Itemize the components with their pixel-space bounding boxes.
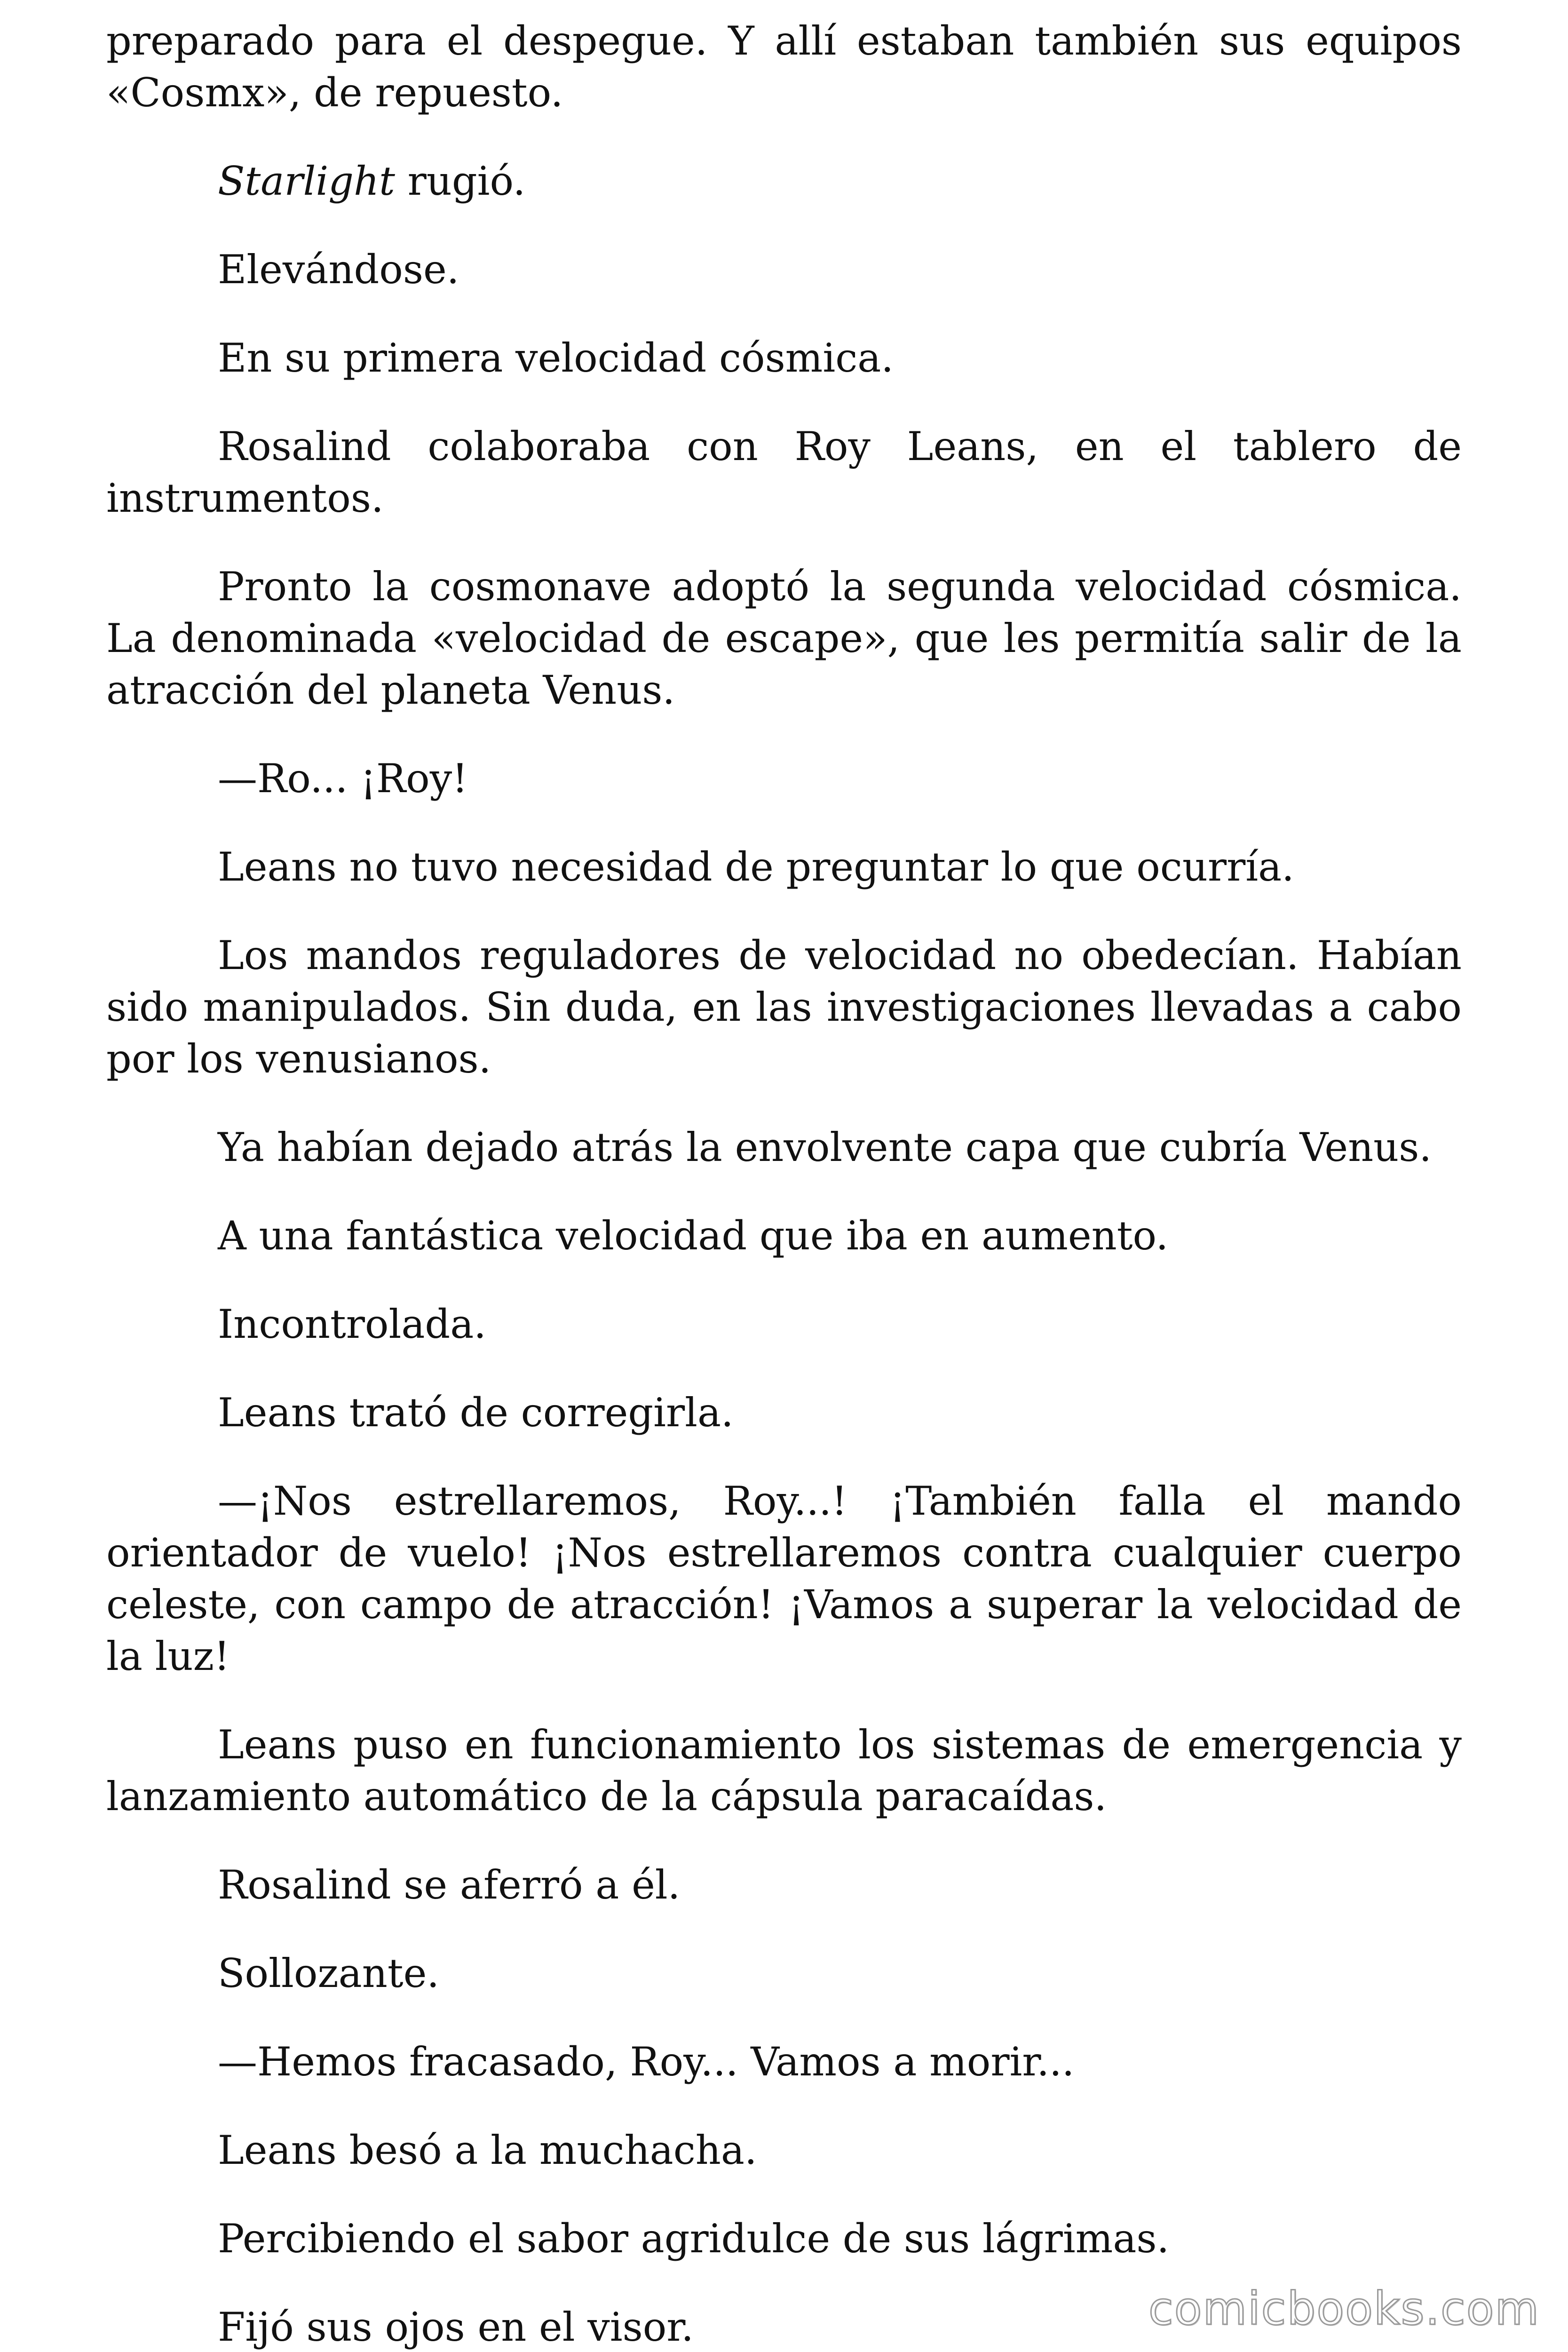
- paragraph-10: Ya habían dejado atrás la envolvente capa que cubría Venus.: [218, 1124, 1432, 1170]
- paragraph-15: Leans puso en funcionamiento los sistemas de emergencia y lanzamiento automático de la cápsula paracaídas.: [106, 1722, 1462, 1820]
- paragraph-7: —Ro... ¡Roy!: [218, 755, 468, 802]
- paragraph-14: —¡Nos estrellaremos, Roy...! ¡También falla el mando orientador de vuelo! ¡Nos estrellaremos contra cualquier cuerpo celeste, con campo de atracción! ¡Vamos a superar la velocidad de la luz!: [106, 1478, 1462, 1679]
- paragraph-2: [106, 155, 1462, 207]
- paragraph-18: —Hemos fracasado, Roy... Vamos a morir...: [218, 2039, 1075, 2085]
- ship-name: Starlight: [218, 158, 395, 204]
- paragraph-1: preparado para el despegue. Y allí estaban también sus equipos «Cosmx», de repuesto.: [106, 18, 1462, 116]
- paragraph-20: Percibiendo el sabor agridulce de sus lágrimas.: [218, 2216, 1170, 2262]
- paragraph-2-text: rugió.: [395, 158, 526, 204]
- paragraph-13: Leans trató de corregirla.: [218, 1390, 734, 1436]
- paragraph-3: Elevándose.: [218, 246, 459, 293]
- book-page: [106, 15, 1462, 2352]
- paragraph-6: Pronto la cosmonave adoptó la segunda velocidad cósmica. La denominada «velocidad de escape», que les permitía salir de la atracción del planeta Venus.: [106, 564, 1462, 713]
- paragraph-19: Leans besó a la muchacha.: [218, 2127, 757, 2173]
- paragraph-17: Sollozante.: [218, 1950, 440, 1996]
- paragraph-5: Rosalind colaboraba con Roy Leans, en el tablero de instrumentos.: [106, 423, 1462, 521]
- paragraph-12: Incontrolada.: [218, 1301, 486, 1347]
- paragraph-8: Leans no tuvo necesidad de preguntar lo que ocurría.: [218, 844, 1294, 890]
- paragraph-4: En su primera velocidad cósmica.: [218, 335, 894, 381]
- paragraph-16: Rosalind se aferró a él.: [218, 1862, 681, 1908]
- paragraph-21: Fijó sus ojos en el visor.: [218, 2304, 694, 2350]
- paragraph-9: Los mandos reguladores de velocidad no obedecían. Habían sido manipulados. Sin duda, en las investigaciones llevadas a cabo por los venusianos.: [106, 932, 1462, 1082]
- watermark: comicbooks.com: [1148, 2282, 1540, 2335]
- paragraph-11: A una fantástica velocidad que iba en aumento.: [218, 1213, 1169, 1259]
